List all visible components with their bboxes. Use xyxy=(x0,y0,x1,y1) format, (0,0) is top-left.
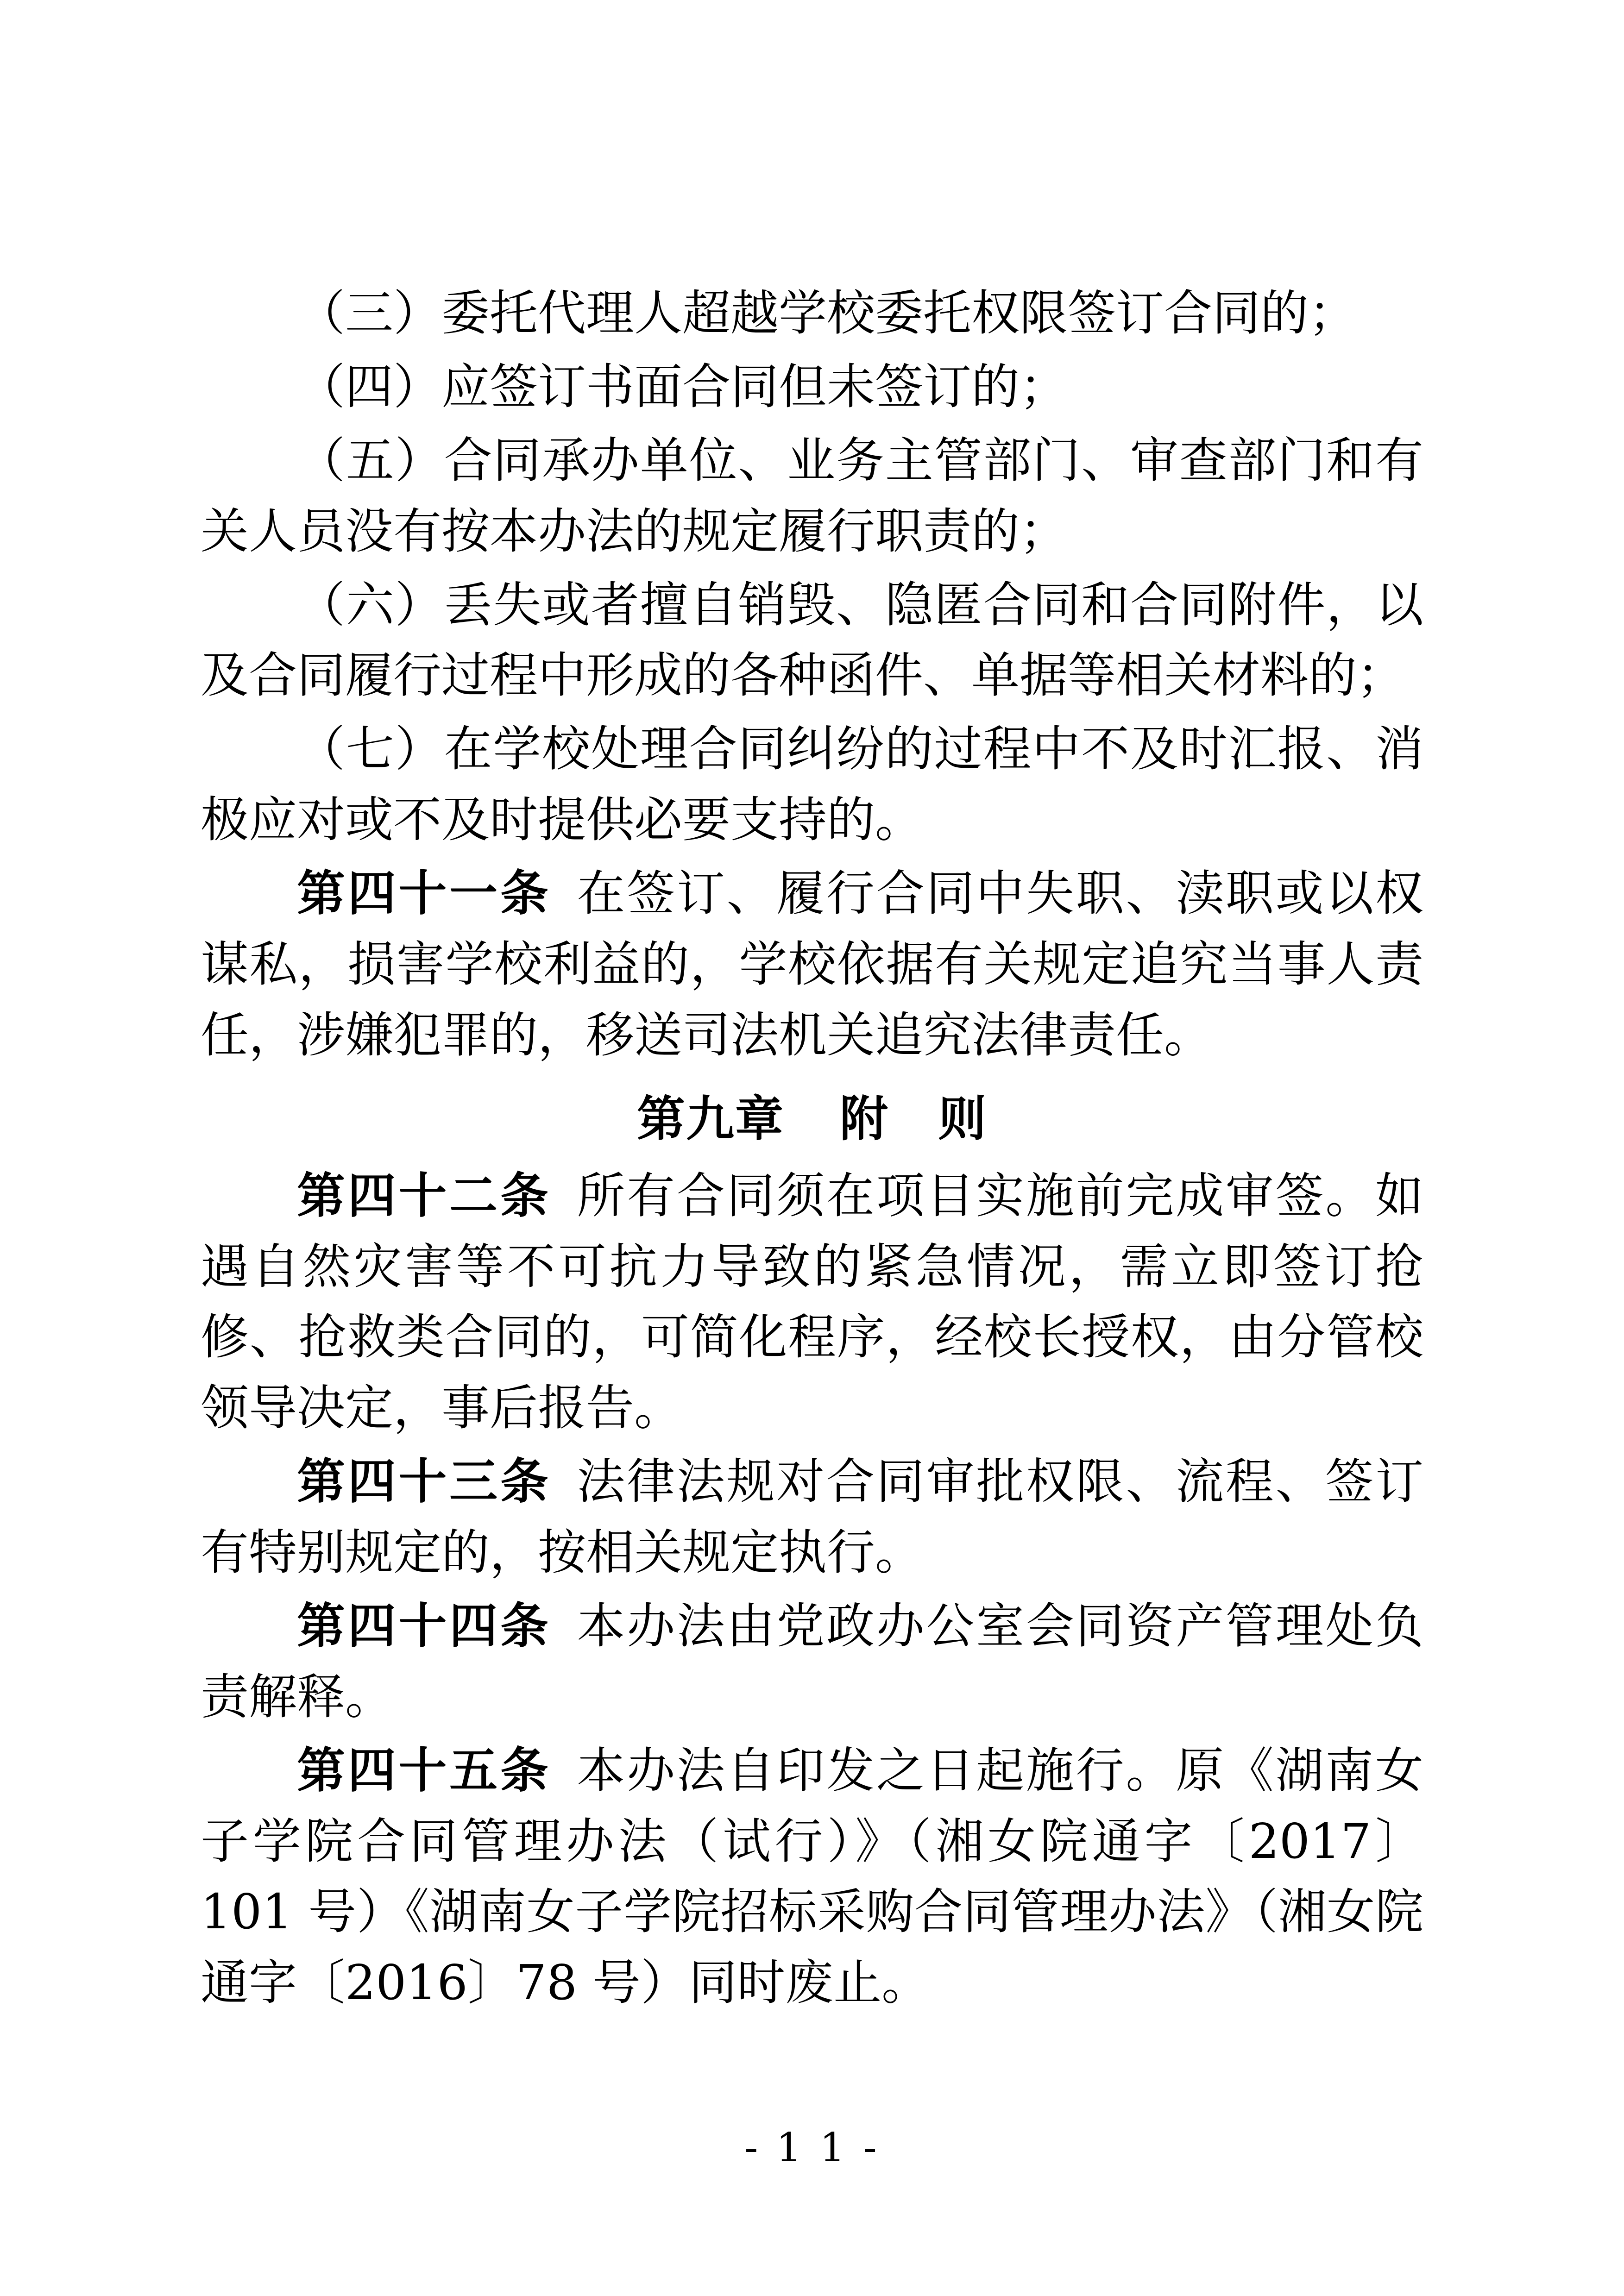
page-number: - 1 1 - xyxy=(744,2125,880,2171)
article-42-label: 第四十二条 xyxy=(297,1167,551,1224)
list-item: （六）丢失或者擅自销毁、隐匿合同和合同附件，以及合同履行过程中形成的各种函件、单据等相关材料的； xyxy=(201,576,1423,704)
article-42-text: 所有合同须在项目实施前完成审签。如遇自然灾害等不可抗力导致的紧急情况，需立即签订抢修、抢救类合同的，可简化程序，经校长授权，由分管校领导决定，事后报告。 xyxy=(201,1167,1423,1437)
article-44-label: 第四十四条 xyxy=(297,1597,551,1654)
article-43-text: 法律法规对合同审批权限、流程、签订有特别规定的，按相关规定执行。 xyxy=(201,1453,1423,1581)
article-41-label: 第四十一条 xyxy=(297,865,551,922)
list-item: （五）合同承办单位、业务主管部门、审查部门和有关人员没有按本办法的规定履行职责的； xyxy=(201,432,1423,559)
list-item: （三）委托代理人超越学校委托权限签订合同的； xyxy=(297,285,1357,341)
article-42 xyxy=(201,1161,1423,1444)
chapter-number: 第九章 xyxy=(636,1090,784,1147)
list-item: （七）在学校处理合同纠纷的过程中不及时汇报、消极应对或不及时提供必要支持的。 xyxy=(201,721,1423,848)
article-45-text: 本办法自印发之日起施行。原《湖南女子学院合同管理办法（试行）》（湘女院通字〔2017〕101 号）《湖南女子学院招标采购合同管理办法》（湘女院通字〔2016〕78 号）同时废止。 xyxy=(201,1742,1423,2011)
list-item: （四）应签订书面合同但未签订的； xyxy=(297,358,1068,415)
chapter-heading xyxy=(201,1083,1423,1155)
article-44-text: 本办法由党政办公室会同资产管理处负责解释。 xyxy=(201,1597,1423,1725)
article-43-label: 第四十三条 xyxy=(297,1453,551,1510)
article-45 xyxy=(201,1735,1423,2019)
article-45-label: 第四十五条 xyxy=(297,1741,551,1799)
article-43 xyxy=(201,1446,1423,1588)
article-44 xyxy=(201,1591,1423,1732)
article-41-text: 在签订、履行合同中失职、渎职或以权谋私，损害学校利益的，学校依据有关规定追究当事人责任，涉嫌犯罪的，移送司法机关追究法律责任。 xyxy=(201,865,1423,1063)
article-41 xyxy=(201,858,1423,1071)
document-body xyxy=(201,278,1423,2018)
chapter-title: 附 则 xyxy=(840,1090,988,1147)
